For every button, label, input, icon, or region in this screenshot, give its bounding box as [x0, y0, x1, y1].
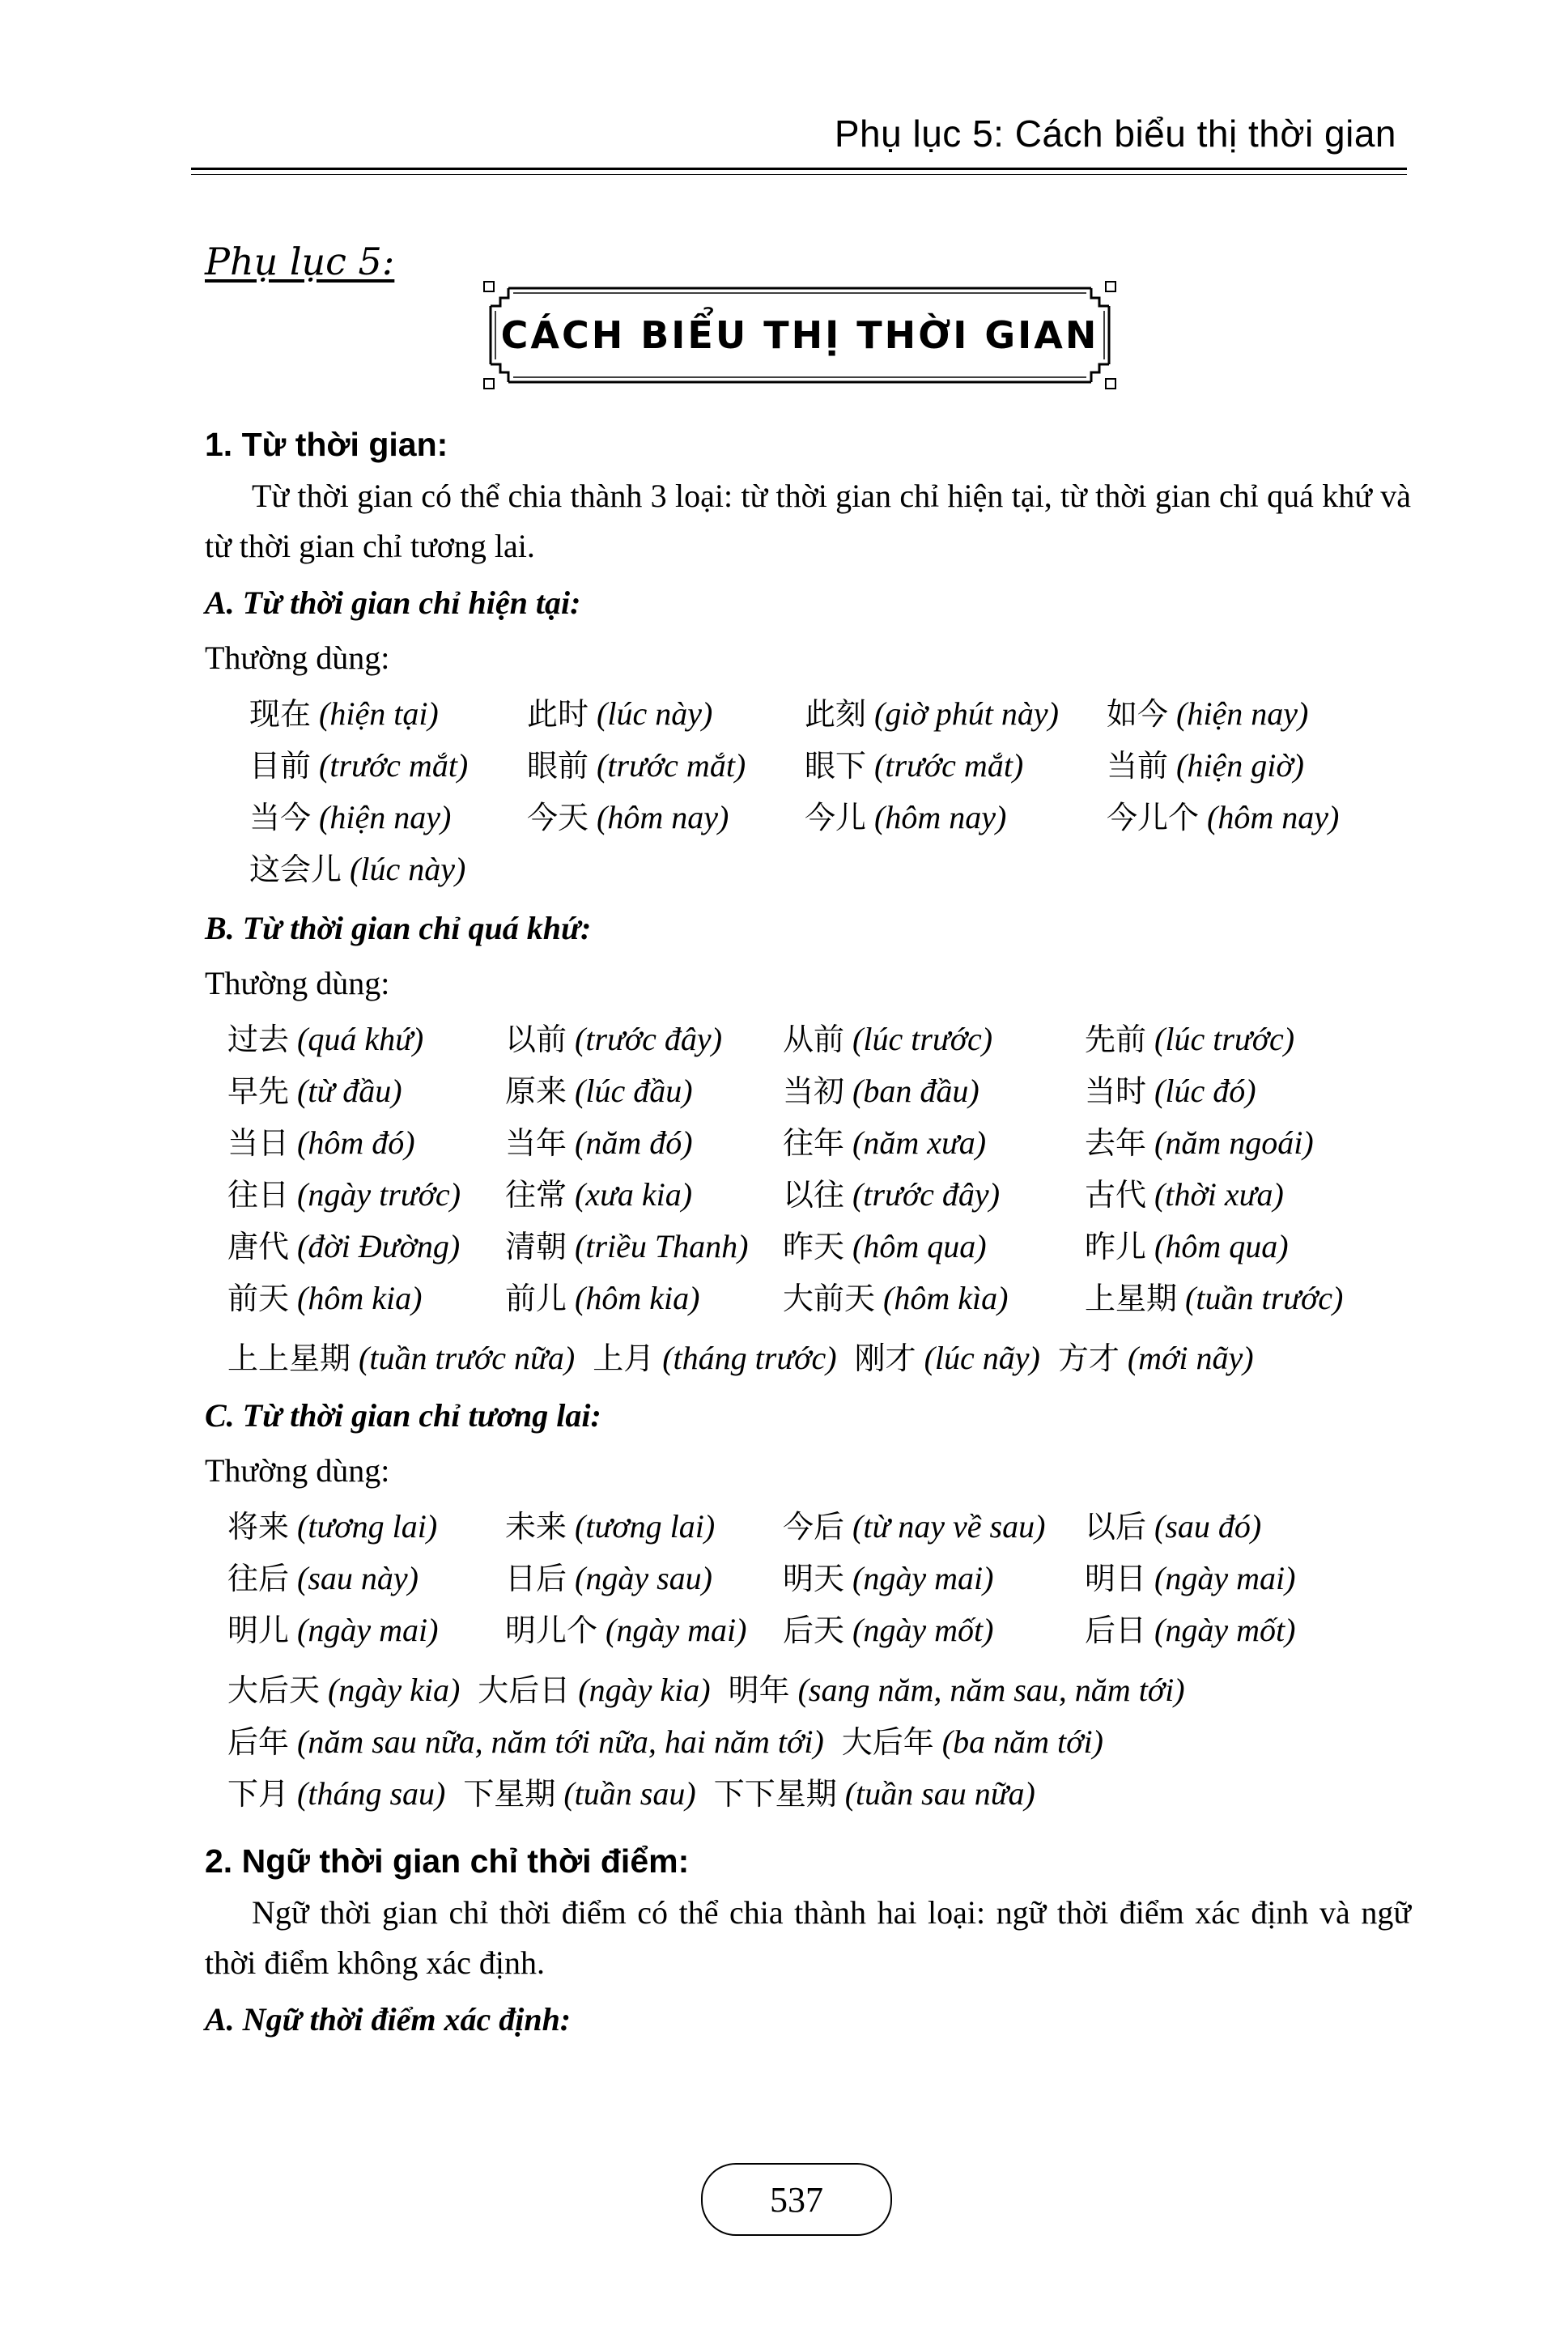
term-chinese: 当今	[249, 800, 312, 835]
term-gloss: (đời Đường)	[289, 1228, 461, 1264]
term-entry	[505, 1065, 783, 1117]
term-gloss: (trước mắt)	[866, 747, 1024, 784]
term-entry	[714, 1775, 1035, 1812]
term-gloss: (ngày kia)	[570, 1672, 711, 1708]
term-chinese: 以往	[783, 1177, 845, 1213]
term-chinese: 去年	[1085, 1125, 1147, 1161]
term-chinese: 目前	[249, 748, 312, 784]
term-gloss: (ngày mai)	[1146, 1560, 1296, 1596]
term-chinese: 往年	[783, 1125, 845, 1161]
term-entry	[463, 1775, 695, 1812]
term-chinese: 这会儿	[249, 852, 342, 887]
term-entry	[1058, 1340, 1254, 1376]
term-gloss: (hôm đó)	[289, 1124, 415, 1161]
term-chinese: 早先	[227, 1073, 290, 1109]
term-gloss: (sau đó)	[1146, 1508, 1262, 1545]
term-chinese: 未来	[505, 1509, 567, 1545]
term-entry	[505, 1169, 783, 1221]
term-gloss: (lúc trước)	[1146, 1021, 1295, 1057]
term-chinese: 下月	[227, 1776, 290, 1812]
term-chinese: 以后	[1085, 1509, 1147, 1545]
term-entry	[1085, 1501, 1360, 1553]
present-terms	[249, 688, 1411, 895]
term-chinese: 后天	[783, 1613, 845, 1648]
term-gloss: (lúc nãy)	[916, 1340, 1040, 1376]
term-gloss: (xưa kia)	[567, 1176, 693, 1213]
content	[205, 421, 1411, 2050]
term-entry	[1085, 1065, 1360, 1117]
term-entry	[855, 1340, 1040, 1376]
term-chinese: 大后天	[227, 1672, 321, 1708]
term-entry	[805, 740, 1107, 792]
term-chinese: 往常	[505, 1177, 567, 1213]
term-entry	[783, 1014, 1085, 1065]
term-gloss: (trước đây)	[844, 1176, 1001, 1213]
term-gloss: (thời xưa)	[1146, 1176, 1284, 1213]
term-gloss: (năm sau nữa, năm tới nữa, hai năm tới)	[289, 1723, 824, 1760]
term-entry	[527, 792, 805, 844]
term-entry	[1085, 1553, 1360, 1604]
subheading-past: B. Từ thời gian chỉ quá khứ:	[205, 910, 592, 946]
term-chinese: 以前	[505, 1022, 567, 1057]
header-rule-thin	[191, 174, 1407, 175]
term-chinese: 当前	[1107, 748, 1169, 784]
future-terms	[227, 1501, 1411, 1656]
term-entry	[783, 1273, 1085, 1324]
term-entry	[527, 740, 805, 792]
term-gloss: (tuần sau nữa)	[836, 1775, 1035, 1812]
term-gloss: (tuần trước)	[1177, 1280, 1344, 1316]
term-gloss: (ngày mai)	[844, 1560, 994, 1596]
term-chinese: 明儿	[227, 1613, 290, 1648]
term-gloss: (ngày mốt)	[844, 1612, 994, 1648]
term-gloss: (lúc này)	[342, 851, 466, 887]
term-gloss: (hôm kìa)	[875, 1280, 1009, 1316]
term-chinese: 明日	[1085, 1561, 1147, 1596]
term-entry	[249, 740, 527, 792]
term-chinese: 后年	[227, 1724, 290, 1760]
term-entry	[227, 1065, 505, 1117]
term-entry	[227, 1775, 445, 1812]
term-gloss: (trước mắt)	[311, 747, 469, 784]
term-entry	[593, 1340, 836, 1376]
term-chinese: 明儿个	[505, 1613, 598, 1648]
term-chinese: 当年	[505, 1125, 567, 1161]
term-entry	[1107, 792, 1382, 844]
term-gloss: (ngày kia)	[320, 1672, 461, 1708]
term-chinese: 刚才	[854, 1341, 916, 1376]
term-chinese: 下下星期	[713, 1776, 837, 1812]
term-entry	[505, 1221, 783, 1273]
term-gloss: (trước đây)	[567, 1021, 723, 1057]
term-entry	[227, 1723, 824, 1760]
term-chinese: 原来	[505, 1073, 567, 1109]
term-gloss: (hôm qua)	[844, 1228, 987, 1264]
term-chinese: 清朝	[505, 1229, 567, 1264]
term-entry	[842, 1723, 1103, 1760]
term-gloss: (hiện nay)	[1168, 695, 1309, 732]
term-gloss: (ngày mai)	[289, 1612, 439, 1648]
term-chinese: 日后	[505, 1561, 567, 1596]
term-chinese: 大前天	[783, 1281, 876, 1316]
term-gloss: (ngày sau)	[567, 1560, 712, 1596]
term-chinese: 下星期	[463, 1776, 556, 1812]
term-chinese: 今后	[783, 1509, 845, 1545]
term-entry	[1085, 1604, 1360, 1656]
term-entry	[729, 1672, 1185, 1708]
term-line	[227, 1664, 1411, 1716]
term-gloss: (quá khứ)	[289, 1021, 424, 1057]
term-entry	[527, 688, 805, 740]
term-gloss: (hôm nay)	[866, 799, 1007, 835]
term-entry	[783, 1169, 1085, 1221]
title-frame	[476, 274, 1124, 397]
term-entry	[783, 1604, 1085, 1656]
subheading-defined: A. Ngữ thời điểm xác định:	[205, 2001, 572, 2038]
term-gloss: (hiện nay)	[311, 799, 452, 835]
term-chinese: 眼下	[805, 748, 867, 784]
term-chinese: 大后年	[841, 1724, 934, 1760]
term-entry	[227, 1169, 505, 1221]
term-entry	[227, 1672, 460, 1708]
term-entry	[1085, 1117, 1360, 1169]
term-gloss: (từ đầu)	[289, 1073, 402, 1109]
term-chinese: 明年	[728, 1672, 790, 1708]
term-chinese: 唐代	[227, 1229, 290, 1264]
term-entry	[227, 1553, 505, 1604]
term-gloss: (tương lai)	[567, 1508, 716, 1545]
term-gloss: (hôm nay)	[1199, 799, 1340, 835]
usual-label: Thường dùng:	[205, 1452, 390, 1489]
term-chinese: 上星期	[1085, 1281, 1178, 1316]
usual-label: Thường dùng:	[205, 965, 390, 1001]
term-chinese: 昨天	[783, 1229, 845, 1264]
appendix-label: Phụ lục 5:	[205, 240, 395, 283]
term-gloss: (lúc đó)	[1146, 1073, 1256, 1109]
term-chinese: 此时	[527, 696, 589, 732]
page-number: 537	[701, 2163, 892, 2236]
term-entry	[783, 1221, 1085, 1273]
term-line	[227, 1768, 1411, 1820]
term-entry	[783, 1117, 1085, 1169]
term-entry	[783, 1501, 1085, 1553]
term-entry	[227, 1221, 505, 1273]
term-entry	[1085, 1014, 1360, 1065]
term-entry	[1107, 688, 1382, 740]
usual-label: Thường dùng:	[205, 640, 390, 676]
term-gloss: (ngày trước)	[289, 1176, 461, 1213]
term-entry	[1085, 1273, 1360, 1324]
term-chinese: 今儿	[805, 800, 867, 835]
term-gloss: (mới nãy)	[1119, 1340, 1254, 1376]
term-entry	[1107, 740, 1382, 792]
term-gloss: (sang năm, năm sau, năm tới)	[789, 1672, 1185, 1708]
term-gloss: (lúc đầu)	[567, 1073, 693, 1109]
term-entry	[805, 688, 1107, 740]
term-gloss: (hôm qua)	[1146, 1228, 1289, 1264]
term-gloss: (tuần trước nữa)	[351, 1340, 576, 1376]
term-entry	[505, 1604, 783, 1656]
running-header: Phụ lục 5: Cách biểu thị thời gian	[834, 113, 1396, 155]
term-chinese: 当日	[227, 1125, 290, 1161]
term-chinese: 前天	[227, 1281, 290, 1316]
term-chinese: 上月	[593, 1341, 655, 1376]
term-entry	[227, 1340, 575, 1376]
term-entry	[505, 1014, 783, 1065]
term-entry	[249, 792, 527, 844]
term-entry	[805, 792, 1107, 844]
section-1-intro: Từ thời gian có thể chia thành 3 loại: từ thời gian chỉ hiện tại, từ thời gian chỉ quá khứ và từ thời gian chỉ tương lai.	[205, 478, 1411, 564]
term-gloss: (hôm nay)	[589, 799, 729, 835]
subheading-future: C. Từ thời gian chỉ tương lai:	[205, 1397, 601, 1434]
section-heading-1: 1. Từ thời gian:	[205, 426, 448, 463]
term-chinese: 先前	[1085, 1022, 1147, 1057]
term-gloss: (ban đầu)	[844, 1073, 979, 1109]
term-chinese: 古代	[1085, 1177, 1147, 1213]
past-terms	[227, 1014, 1411, 1324]
term-gloss: (lúc này)	[589, 695, 713, 732]
term-entry	[505, 1117, 783, 1169]
term-chinese: 现在	[249, 696, 312, 732]
term-chinese: 当初	[783, 1073, 845, 1109]
term-entry	[783, 1553, 1085, 1604]
term-chinese: 大后日	[478, 1672, 571, 1708]
term-chinese: 往后	[227, 1561, 290, 1596]
term-chinese: 从前	[783, 1022, 845, 1057]
term-entry	[505, 1501, 783, 1553]
term-gloss: (tháng sau)	[289, 1775, 446, 1812]
term-chinese: 明天	[783, 1561, 845, 1596]
term-entry	[227, 1014, 505, 1065]
term-entry	[505, 1553, 783, 1604]
term-gloss: (triều Thanh)	[567, 1228, 749, 1264]
term-gloss: (giờ phút này)	[866, 695, 1059, 732]
term-gloss: (tháng trước)	[654, 1340, 837, 1376]
term-entry	[249, 844, 527, 895]
term-chinese: 昨儿	[1085, 1229, 1147, 1264]
term-entry	[227, 1501, 505, 1553]
term-chinese: 今天	[527, 800, 589, 835]
term-gloss: (năm xưa)	[844, 1124, 987, 1161]
term-chinese: 前儿	[505, 1281, 567, 1316]
term-line	[227, 1716, 1411, 1768]
subheading-present: A. Từ thời gian chỉ hiện tại:	[205, 584, 581, 621]
term-chinese: 今儿个	[1107, 800, 1200, 835]
term-gloss: (từ nay về sau)	[844, 1508, 1046, 1545]
term-chinese: 当时	[1085, 1073, 1147, 1109]
past-terms-last-line	[227, 1332, 1411, 1384]
page-title: CÁCH BIỂU THỊ THỜI GIAN	[500, 313, 1099, 357]
term-entry	[1085, 1221, 1360, 1273]
term-entry	[1085, 1169, 1360, 1221]
term-chinese: 往日	[227, 1177, 290, 1213]
term-entry	[783, 1065, 1085, 1117]
future-terms-lines	[205, 1664, 1411, 1820]
term-entry	[227, 1273, 505, 1324]
term-gloss: (trước mắt)	[589, 747, 746, 784]
term-entry	[505, 1273, 783, 1324]
term-gloss: (lúc trước)	[844, 1021, 993, 1057]
term-gloss: (hôm kia)	[567, 1280, 700, 1316]
term-gloss: (năm đó)	[567, 1124, 693, 1161]
term-chinese: 上上星期	[227, 1341, 351, 1376]
term-chinese: 将来	[227, 1509, 290, 1545]
term-gloss: (tương lai)	[289, 1508, 438, 1545]
term-entry	[478, 1672, 710, 1708]
term-chinese: 过去	[227, 1022, 290, 1057]
term-gloss: (tuần sau)	[555, 1775, 696, 1812]
term-chinese: 如今	[1107, 696, 1169, 732]
term-gloss: (ba năm tới)	[933, 1723, 1103, 1760]
term-chinese: 后日	[1085, 1613, 1147, 1648]
term-entry	[249, 688, 527, 740]
term-gloss: (ngày mốt)	[1146, 1612, 1296, 1648]
term-chinese: 方才	[1057, 1341, 1120, 1376]
term-chinese: 此刻	[805, 696, 867, 732]
term-entry	[227, 1604, 505, 1656]
term-entry	[227, 1117, 505, 1169]
term-gloss: (sau này)	[289, 1560, 419, 1596]
section-heading-2: 2. Ngữ thời gian chỉ thời điểm:	[205, 1842, 690, 1880]
term-gloss: (ngày mai)	[597, 1612, 747, 1648]
term-gloss: (hiện giờ)	[1168, 747, 1304, 784]
section-2-intro: Ngữ thời gian chỉ thời điểm có thể chia thành hai loại: ngữ thời điểm xác định và ngữ thời điểm không xác định.	[205, 1894, 1411, 1981]
term-gloss: (năm ngoái)	[1146, 1124, 1314, 1161]
header-rule	[191, 168, 1407, 170]
term-gloss: (hôm kia)	[289, 1280, 423, 1316]
term-chinese: 眼前	[527, 748, 589, 784]
term-gloss: (hiện tại)	[311, 695, 439, 732]
